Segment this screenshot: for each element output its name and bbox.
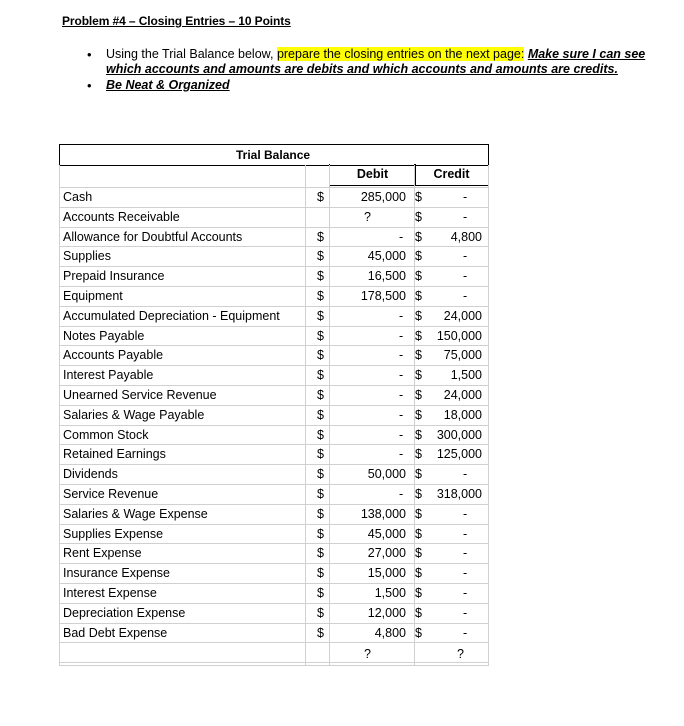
account-name: Service Revenue <box>63 487 159 501</box>
credit-dash: - <box>463 546 468 561</box>
grid-line <box>59 543 489 544</box>
credit-amount: 150,000 <box>436 328 482 343</box>
credit-dash: - <box>463 506 468 521</box>
grid-line <box>59 326 489 327</box>
account-name: Accumulated Depreciation - Equipment <box>63 308 280 323</box>
grid-line <box>59 662 489 663</box>
table-row <box>59 445 489 465</box>
debit-amount: 27,000 <box>367 546 406 561</box>
account-name: Accounts Receivable <box>63 209 180 224</box>
currency-symbol: $ <box>415 526 422 541</box>
currency-symbol: $ <box>317 586 324 600</box>
grid-line <box>59 484 489 485</box>
account-name: Depreciation Expense <box>63 605 186 620</box>
account-name: Interest Payable <box>63 368 154 383</box>
currency-symbol: $ <box>317 526 324 541</box>
grid-line <box>59 266 489 267</box>
account-name: Notes Payable <box>63 328 145 343</box>
grid-line <box>59 165 60 665</box>
currency-symbol: $ <box>317 487 324 501</box>
account-name: Unearned Service Revenue <box>63 388 217 402</box>
debit-dash: - <box>399 447 404 462</box>
credit-dash: - <box>463 526 468 541</box>
credit-dash: - <box>463 209 468 224</box>
table-row <box>59 346 489 366</box>
grid-line <box>59 524 489 525</box>
grid-line <box>329 165 330 665</box>
credit-amount: 1,500 <box>450 368 482 383</box>
currency-symbol: $ <box>317 506 324 521</box>
table-row <box>59 564 489 584</box>
trial-balance-title-cell <box>59 144 489 166</box>
debit-header: Debit <box>329 164 416 186</box>
debit-amount: 45,000 <box>367 249 406 264</box>
currency-symbol: $ <box>415 467 422 482</box>
trial-balance-title: Trial Balance <box>236 148 311 162</box>
account-name: Salaries & Wage Expense <box>63 506 208 521</box>
currency-symbol: $ <box>415 348 422 363</box>
credit-dash: - <box>463 249 468 264</box>
table-row <box>59 386 489 406</box>
currency-symbol: $ <box>415 427 422 442</box>
grid-line <box>59 464 489 465</box>
debit-amount: 45,000 <box>367 526 406 541</box>
emphasized-instruction: Make sure I can see which accounts and amounts are debits and which accounts and amounts are credits. <box>106 47 646 76</box>
account-name: Allowance for Doubtful Accounts <box>63 229 243 244</box>
currency-symbol: $ <box>317 368 324 383</box>
account-name: Bad Debt Expense <box>63 625 168 640</box>
debit-amount: 178,500 <box>360 289 406 303</box>
currency-symbol: $ <box>415 209 422 224</box>
currency-symbol: $ <box>415 487 422 501</box>
currency-symbol: $ <box>415 546 422 561</box>
currency-symbol: $ <box>317 388 324 402</box>
debit-amount: 15,000 <box>367 566 406 581</box>
credit-amount: 75,000 <box>443 348 482 363</box>
debit-amount: 12,000 <box>367 605 406 620</box>
grid-line <box>59 563 489 564</box>
grid-line <box>59 345 489 346</box>
currency-symbol: $ <box>317 467 324 482</box>
grid-line <box>59 444 489 445</box>
debit-amount: 16,500 <box>367 269 406 284</box>
grid-line <box>59 603 489 604</box>
currency-symbol: $ <box>317 249 324 264</box>
debit-amount: 285,000 <box>360 190 406 204</box>
debit-dash: - <box>399 308 404 323</box>
currency-symbol: $ <box>415 586 422 600</box>
currency-symbol: $ <box>415 368 422 383</box>
currency-symbol: $ <box>317 269 324 284</box>
grid-line <box>59 642 489 643</box>
table-row <box>59 584 489 604</box>
account-name: Retained Earnings <box>63 447 166 462</box>
table-row <box>59 465 489 485</box>
account-name: Prepaid Insurance <box>63 269 165 284</box>
instruction-item <box>84 78 664 93</box>
credit-dash: - <box>463 467 468 482</box>
credit-amount: 4,800 <box>450 229 482 244</box>
currency-symbol: $ <box>415 328 422 343</box>
account-name: Supplies Expense <box>63 526 164 541</box>
neatness-instruction: Be Neat & Organized <box>106 78 230 92</box>
credit-dash: - <box>463 586 468 600</box>
currency-symbol: $ <box>415 566 422 581</box>
bullet-icon: • <box>87 47 92 62</box>
highlighted-instruction: prepare the closing entries on the next page: <box>276 47 525 61</box>
table-row <box>59 426 489 446</box>
credit-amount: 300,000 <box>436 427 482 442</box>
table-row <box>59 366 489 386</box>
credit-amount: 24,000 <box>443 308 482 323</box>
account-name: Common Stock <box>63 427 149 442</box>
table-row <box>59 406 489 426</box>
grid-line <box>59 665 489 666</box>
currency-symbol: $ <box>317 427 324 442</box>
account-name: Dividends <box>63 467 118 482</box>
debit-amount: 138,000 <box>360 506 406 521</box>
credit-dash: - <box>463 289 468 303</box>
debit-dash: - <box>399 388 404 402</box>
account-name: Supplies <box>63 249 111 264</box>
credit-total: ? <box>457 647 464 662</box>
currency-symbol: $ <box>317 625 324 640</box>
grid-line <box>59 306 489 307</box>
table-row <box>59 208 489 228</box>
grid-line <box>59 207 489 208</box>
debit-dash: - <box>399 229 404 244</box>
grid-line <box>59 227 489 228</box>
credit-dash: - <box>463 190 468 204</box>
instruction-item <box>84 47 664 77</box>
currency-symbol: $ <box>415 407 422 422</box>
account-name: Salaries & Wage Payable <box>63 407 205 422</box>
credit-amount: 125,000 <box>436 447 482 462</box>
debit-dash: - <box>399 487 404 501</box>
table-row <box>59 505 489 525</box>
table-row <box>59 485 489 505</box>
grid-line <box>59 405 489 406</box>
credit-header: Credit <box>414 164 489 186</box>
debit-dash: - <box>399 427 404 442</box>
grid-line <box>59 504 489 505</box>
account-name: Rent Expense <box>63 546 142 561</box>
grid-line <box>488 165 489 665</box>
credit-amount: 24,000 <box>443 388 482 402</box>
debit-dash: - <box>399 328 404 343</box>
table-row <box>59 247 489 267</box>
table-row <box>59 287 489 307</box>
currency-symbol: $ <box>317 229 324 244</box>
account-name: Cash <box>63 190 93 204</box>
table-row <box>59 604 489 624</box>
table-row <box>59 327 489 347</box>
credit-dash: - <box>463 269 468 284</box>
grid-line <box>59 246 489 247</box>
currency-symbol: $ <box>317 566 324 581</box>
table-row <box>59 307 489 327</box>
grid-line <box>414 165 415 665</box>
currency-symbol: $ <box>317 348 324 363</box>
trial-balance-table <box>59 144 489 660</box>
account-name: Accounts Payable <box>63 348 164 363</box>
problem-title: Problem #4 – Closing Entries – 10 Points <box>62 14 291 28</box>
debit-dash: - <box>399 407 404 422</box>
credit-dash: - <box>463 625 468 640</box>
credit-amount: 318,000 <box>436 487 482 501</box>
currency-symbol: $ <box>415 308 422 323</box>
currency-symbol: $ <box>317 546 324 561</box>
grid-line <box>59 187 489 188</box>
currency-symbol: $ <box>317 328 324 343</box>
credit-dash: - <box>463 605 468 620</box>
table-row <box>59 624 489 644</box>
grid-line <box>59 583 489 584</box>
currency-symbol: $ <box>317 447 324 462</box>
table-row <box>59 544 489 564</box>
debit-amount: 1,500 <box>374 586 406 600</box>
instruction-text: Using the Trial Balance below, <box>106 47 277 61</box>
grid-line <box>59 365 489 366</box>
credit-amount: 18,000 <box>443 407 482 422</box>
debit-dash: - <box>399 368 404 383</box>
currency-symbol: $ <box>317 605 324 620</box>
currency-symbol: $ <box>317 190 324 204</box>
debit-total: ? <box>364 647 371 662</box>
bullet-icon: • <box>87 78 92 93</box>
currency-symbol: $ <box>415 269 422 284</box>
grid-line <box>305 165 306 665</box>
table-row <box>59 267 489 287</box>
currency-symbol: $ <box>415 625 422 640</box>
account-name: Interest Expense <box>63 586 157 600</box>
account-name: Insurance Expense <box>63 566 171 581</box>
grid-line <box>59 425 489 426</box>
currency-symbol: $ <box>317 289 324 303</box>
table-row <box>59 188 489 208</box>
grid-line <box>59 286 489 287</box>
currency-symbol: $ <box>415 249 422 264</box>
currency-symbol: $ <box>415 605 422 620</box>
currency-symbol: $ <box>415 229 422 244</box>
debit-unknown: ? <box>364 209 371 224</box>
debit-dash: - <box>399 348 404 363</box>
currency-symbol: $ <box>415 388 422 402</box>
credit-dash: - <box>463 566 468 581</box>
account-name: Equipment <box>63 289 123 303</box>
currency-symbol: $ <box>415 190 422 204</box>
table-row <box>59 228 489 248</box>
currency-symbol: $ <box>317 308 324 323</box>
currency-symbol: $ <box>415 447 422 462</box>
currency-symbol: $ <box>415 506 422 521</box>
currency-symbol: $ <box>415 289 422 303</box>
grid-line <box>59 623 489 624</box>
table-row <box>59 525 489 545</box>
grid-line <box>59 385 489 386</box>
debit-amount: 50,000 <box>367 467 406 482</box>
debit-amount: 4,800 <box>374 625 406 640</box>
instructions <box>84 47 664 94</box>
currency-symbol: $ <box>317 407 324 422</box>
